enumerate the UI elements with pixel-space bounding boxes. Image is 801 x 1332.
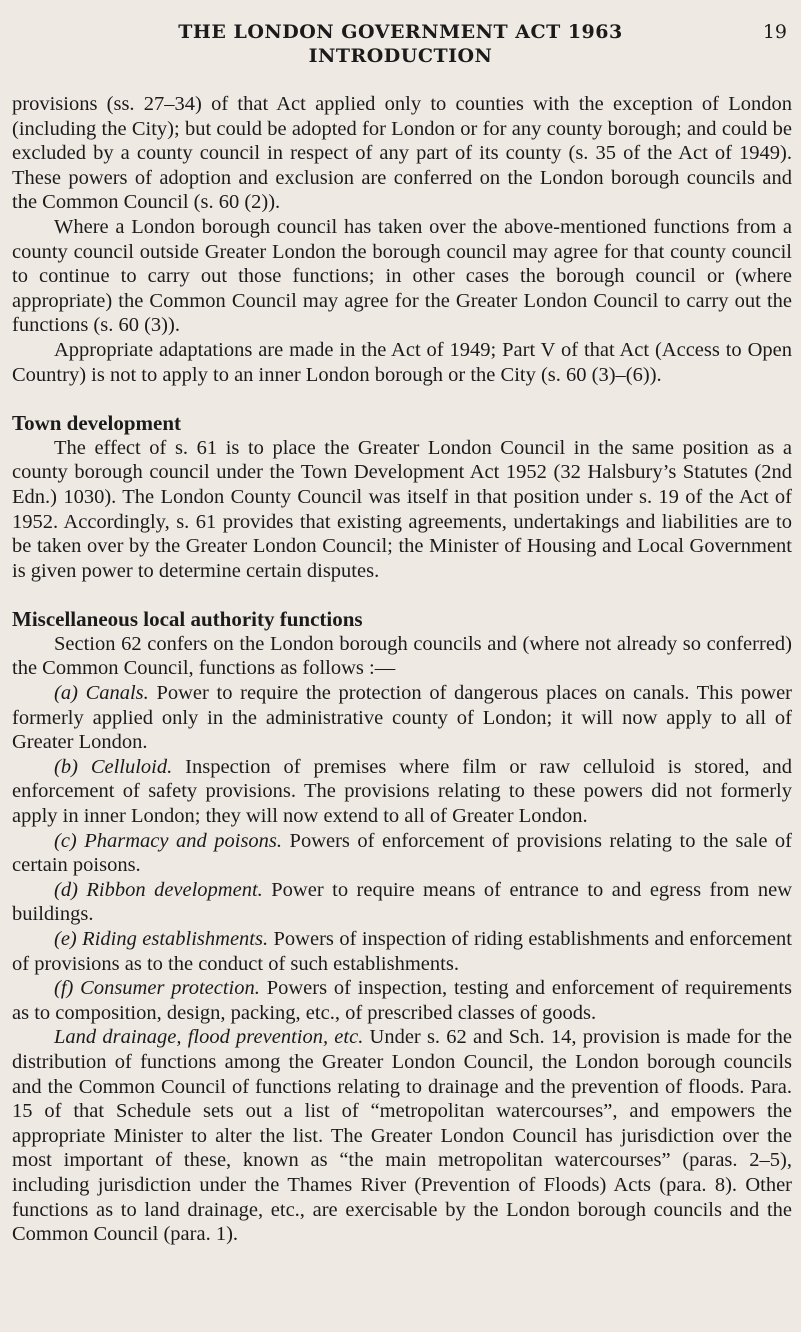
paragraph: Section 62 confers on the London borough councils and (where not already so conferred) the Common Council, functions as follows :— <box>12 632 792 680</box>
paragraph-continued: provisions (ss. 27–34) of that Act applied only to counties with the exception of London (including the City); but could be adopted for London or for any county borough; and could be excluded by a county council in respect of any part of its county (s. 35 of the Act of 1949). These powers of adoption and exclusion are conferred on the London borough councils and the Common Council (s. 60 (2)). <box>12 93 792 214</box>
page-number: 19 <box>762 21 787 43</box>
drainage-text: Under s. 62 and Sch. 14, provision is made for the distribution of functions among the Greater London Council, the London borough councils and the Common Council of functions relating to drainage and the prevention of floods. Para. 15 of that Schedule sets out a list of “metropolitan watercourses”, and empowers the appropriate Minister to alter the list. The Greater London Council has jurisdiction over the most important of these, known as “the main metropolitan watercourses” (paras. 2–5), including jurisdiction under the Thames River (Prevention of Floods) Acts (para. 8). Other functions as to land drainage, etc., are exercisable by the London borough councils and the Common Council (para. 1). <box>12 1026 792 1246</box>
paragraph-land-drainage <box>12 1025 792 1246</box>
item-label: (b) Celluloid. <box>54 755 173 778</box>
item-text: Power to require means of entrance to and egress from new buildings. <box>12 878 793 926</box>
paragraph: Where a London borough council has taken over the above-mentioned functions from a county council outside Greater London the borough council may agree for that county council to continue to carry out those functions; in other cases the borough council or (where appropriate) the Common Council may agree for the Greater London Council to carry out the functions (s. 60 (3)). <box>12 215 792 337</box>
drainage-label: Land drainage, flood prevention, etc. <box>54 1026 364 1049</box>
list-item <box>12 878 792 927</box>
item-text: Powers of inspection, testing and enforcement of requirements as to composition, design, packing, etc., of prescribed classes of goods. <box>12 977 792 1024</box>
paragraph: The effect of s. 61 is to place the Greater London Council in the same position as a county borough council under the Town Development Act 1952 (32 Halsbury’s Statutes (2nd Edn.) 1030). The London County Council was itself in that position under s. 19 of the Act of 1952. Accordingly, s. 61 provides that existing agreements, undertakings and liabilities are to be taken over by the Greater London Council; the Minister of Housing and Local Government is given power to determine certain disputes. <box>12 436 792 582</box>
paragraph: Appropriate adaptations are made in the Act of 1949; Part V of that Act (Access to Open Country) is not to apply to an inner London borough or the City (s. 60 (3)–(6)). <box>12 338 792 386</box>
item-text: Powers of inspection of riding establishments and enforcement of provisions as to the conduct of such establishments. <box>12 928 792 975</box>
heading-miscellaneous-functions: Miscellaneous local authority functions <box>12 607 363 632</box>
list-item <box>12 927 792 976</box>
list-item <box>12 755 792 829</box>
item-label: (c) Pharmacy and poisons. <box>54 829 283 852</box>
section-title: INTRODUCTION <box>308 45 493 67</box>
item-label: (e) Riding establishments. <box>54 928 269 950</box>
item-text: Power to require the protection of dangerous places on canals. This power formerly applied only in the administrative county of London; it will now apply to all of Greater London. <box>12 682 793 754</box>
item-label: (f) Consumer protection. <box>54 977 260 1000</box>
list-item <box>12 976 792 1025</box>
list-item <box>12 681 792 755</box>
body-text <box>12 92 792 1247</box>
heading-town-development: Town development <box>12 411 181 436</box>
running-title: THE LONDON GOVERNMENT ACT 1963 <box>178 21 623 43</box>
item-label: (d) Ribbon development. <box>54 878 263 901</box>
item-label: (a) Canals. <box>54 682 149 705</box>
list-item <box>12 829 792 878</box>
item-text: Powers of enforcement of provisions relating to the sale of certain poisons. <box>12 829 792 877</box>
item-text: Inspection of premises where film or raw celluloid is stored, and enforcement of safety provisions. The provisions relating to these powers did not formerly apply in inner London; they will now extend to all of Greater London. <box>12 755 792 828</box>
